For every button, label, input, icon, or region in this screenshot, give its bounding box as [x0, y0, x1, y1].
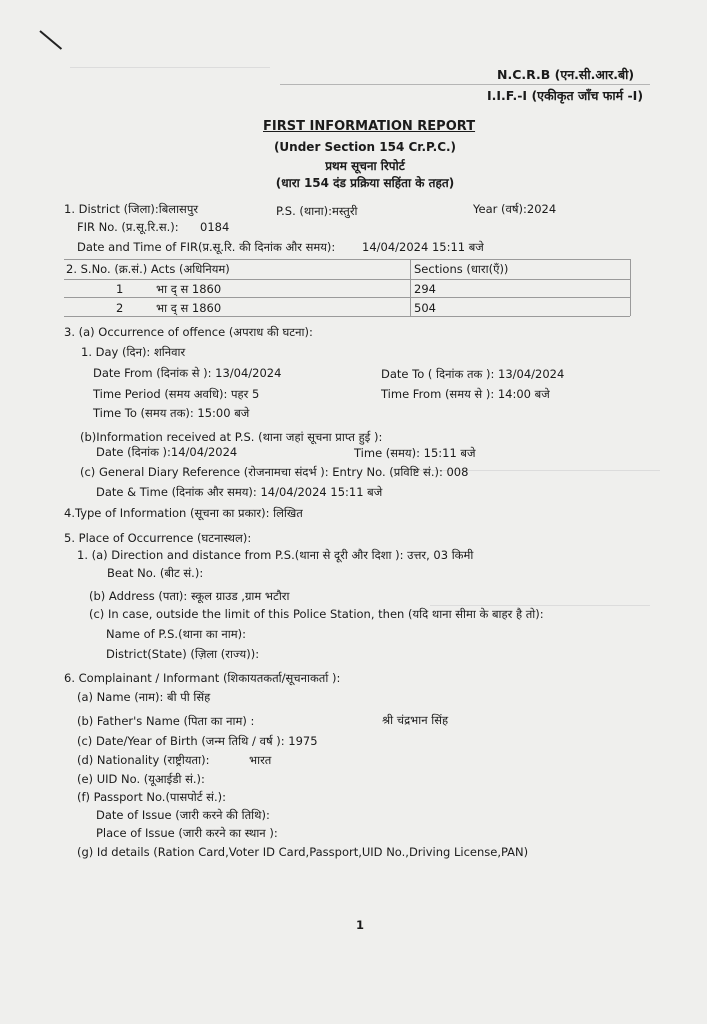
district-field: 1. District (जिला):बिलासपुर	[64, 202, 199, 216]
table-cell-section: 504	[414, 301, 436, 315]
place-heading: 5. Place of Occurrence (घटनास्थल):	[64, 531, 252, 545]
page-number: 1	[356, 918, 365, 932]
time-period-field: Time Period (समय अवधि): पहर 5	[93, 387, 260, 401]
info-type-field: 4.Type of Information (सूचना का प्रकार): लिखित	[64, 506, 303, 520]
page-title: FIRST INFORMATION REPORT	[263, 119, 476, 134]
beat-no-field: Beat No. (बीट सं.):	[107, 566, 204, 580]
iif-label: I.I.F.-I (एकीकृत जाँच फार्म -I)	[487, 88, 644, 103]
sections-header: Sections (धारा(एँ))	[414, 262, 509, 276]
ps-name-field: Name of P.S.(थाना का नाम):	[106, 627, 246, 641]
table-cell-sno: 1	[116, 282, 124, 296]
dob-field: (c) Date/Year of Birth (जन्म तिथि / वर्ष ): 1975	[77, 734, 318, 748]
fir-no-label: FIR No. (प्र.सू.रि.स.):	[77, 220, 179, 234]
uid-field: (e) UID No. (यूआईडी सं.):	[77, 772, 205, 786]
table-cell-act: भा द् स 1860	[156, 282, 222, 296]
title-sub-en: (Under Section 154 Cr.P.C.)	[273, 140, 457, 154]
year-field: Year (वर्ष):2024	[473, 202, 557, 216]
issue-place-field: Place of Issue (जारी करने का स्थान ):	[96, 826, 278, 840]
table-cell-sno: 2	[116, 301, 124, 315]
id-details-field: (g) Id details (Ration Card,Voter ID Card,Passport,UID No.,Driving License,PAN)	[77, 845, 529, 859]
address-field: (b) Address (पता): स्कूल ग्राउड ,ग्राम भटौरा	[89, 589, 290, 603]
bleed-through-line	[70, 67, 270, 68]
gd-reference-field: (c) General Diary Reference (रोजनामचा संदर्भ ): Entry No. (प्रविष्टि सं.): 008	[80, 465, 469, 479]
complainant-heading: 6. Complainant / Informant (शिकायतकर्ता/सूचनाकर्ता ):	[64, 671, 341, 685]
fir-datetime-label: Date and Time of FIR(प्र.सू.रि. की दिनांक और समय):	[77, 240, 336, 254]
ncrb-label: N.C.R.B (एन.सी.आर.बी)	[497, 67, 635, 82]
passport-field: (f) Passport No.(पासपोर्ट सं.):	[77, 790, 226, 804]
title-sub-hi-2: (धारा 154 दंड प्रक्रिया सहिंता के तहत)	[275, 176, 455, 190]
time-to-field: Time To (समय तक): 15:00 बजे	[93, 406, 250, 420]
info-date-field: Date (दिनांक ):14/04/2024	[96, 445, 238, 459]
time-from-field: Time From (समय से ): 14:00 बजे	[381, 387, 550, 401]
gd-datetime-field: Date & Time (दिनांक और समय): 14/04/2024 15:11 बजे	[96, 485, 383, 499]
outside-limit-label: (c) In case, outside the limit of this Police Station, then (यदि थाना सीमा के बाहर है तो):	[89, 607, 544, 621]
fir-datetime-value: 14/04/2024 15:11 बजे	[362, 240, 484, 254]
occurrence-heading: 3. (a) Occurrence of offence (अपराध की घटना):	[64, 325, 313, 339]
day-field: 1. Day (दिन): शनिवार	[81, 345, 186, 359]
pen-mark	[39, 30, 62, 50]
info-received-label: (b)Information received at P.S. (थाना जहां सूचना प्राप्त हुई ):	[80, 430, 383, 444]
header-rule	[280, 84, 650, 85]
date-from-field: Date From (दिनांक से ): 13/04/2024	[93, 366, 282, 380]
nationality-value: भारत	[249, 753, 272, 767]
acts-header: 2. S.No. (क्र.सं.) Acts (अधिनियम)	[66, 262, 230, 276]
nationality-label: (d) Nationality (राष्ट्रीयता):	[77, 753, 210, 767]
info-time-field: Time (समय): 15:11 बजे	[354, 446, 476, 460]
ps-field: P.S. (थाना):मस्तुरी	[276, 204, 358, 218]
issue-date-field: Date of Issue (जारी करने की तिथि):	[96, 808, 270, 822]
district-state-field: District(State) (ज़िला (राज्य)):	[106, 647, 260, 661]
father-name-value: श्री चंद्रभान सिंह	[382, 713, 449, 727]
table-cell-act: भा द् स 1860	[156, 301, 222, 315]
title-sub-hi: प्रथम सूचना रिपोर्ट	[325, 159, 405, 173]
bleed-through-line	[430, 605, 650, 606]
fir-no-value: 0184	[200, 220, 230, 234]
table-cell-section: 294	[414, 282, 436, 296]
direction-distance-field: 1. (a) Direction and distance from P.S.(थाना से दूरी और दिशा ): उत्तर, 03 किमी	[77, 548, 474, 562]
date-to-field: Date To ( दिनांक तक ): 13/04/2024	[381, 367, 565, 381]
father-name-label: (b) Father's Name (पिता का नाम) :	[77, 714, 255, 728]
complainant-name-field: (a) Name (नाम): बी पी सिंह	[77, 690, 211, 704]
